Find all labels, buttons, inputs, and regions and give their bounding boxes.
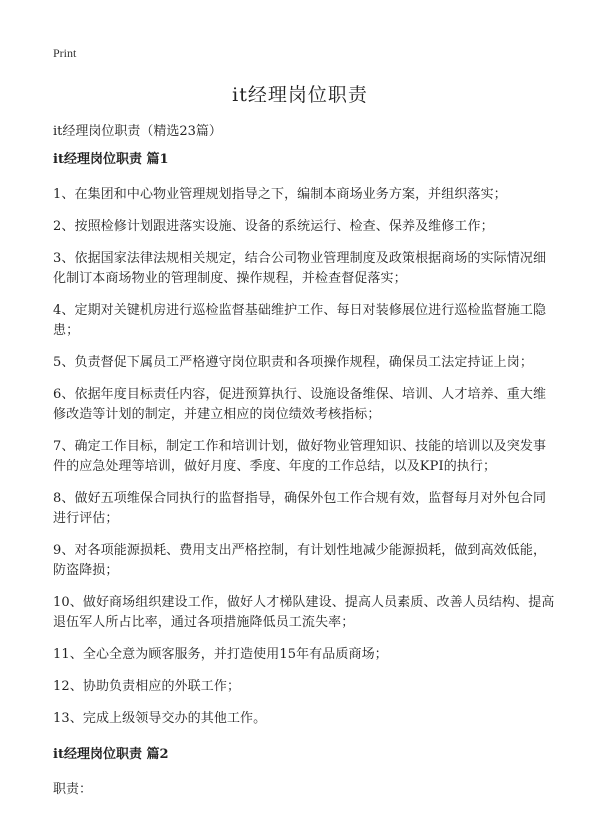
section-heading-1: it经理岗位职责 篇1	[53, 152, 169, 167]
list-item: 7、确定工作目标，制定工作和培训计划，做好物业管理知识、技能的培训以及突发事件的应急处理等培训，做好月度、季度、年度的工作总结，以及KPI的执行；	[53, 439, 547, 474]
list-item: 13、完成上级领导交办的其他工作。	[53, 711, 267, 726]
section-heading-2: it经理岗位职责 篇2	[53, 747, 169, 762]
list-item: 12、协助负责相应的外联工作；	[53, 679, 241, 694]
document-subtitle: it经理岗位职责（精选23篇）	[53, 124, 222, 139]
list-item: 5、负责督促下属员工严格遵守岗位职责和各项操作规程，确保员工法定持证上岗；	[53, 355, 533, 370]
page-title: it经理岗位职责	[232, 84, 368, 106]
section-2-first-line: 职责：	[53, 782, 93, 797]
list-item: 8、做好五项维保合同执行的监督指导，确保外包工作合规有效，监督每月对外包合同进行评估；	[53, 491, 547, 526]
list-item: 10、做好商场组织建设工作，做好人才梯队建设、提高人员素质、改善人员结构、提高退伍军人所占比率，通过各项措施降低员工流失率；	[53, 595, 555, 630]
list-item: 6、依据年度目标责任内容，促进预算执行、设施设备维保、培训、人才培养、重大维修改造等计划的制定，并建立相应的岗位绩效考核指标；	[53, 387, 547, 422]
list-item: 11、全心全意为顾客服务，并打造使用15年有品质商场；	[53, 647, 388, 662]
print-label[interactable]: Print	[53, 46, 77, 60]
list-item: 2、按照检修计划跟进落实设施、设备的系统运行、检查、保养及维修工作；	[53, 219, 494, 234]
list-item: 3、依据国家法律法规相关规定，结合公司物业管理制度及政策根据商场的实际情况细化制订本商场物业的管理制度、操作规程，并检查督促落实；	[53, 251, 547, 286]
list-item: 4、定期对关键机房进行巡检监督基础维护工作、每日对装修展位进行巡检监督施工隐患；	[53, 303, 547, 338]
list-item: 9、对各项能源损耗、费用支出严格控制，有计划性地减少能源损耗，做到高效低能，防盗降损；	[53, 543, 547, 578]
document-body	[53, 150, 556, 800]
list-item: 1、在集团和中心物业管理规划指导之下，编制本商场业务方案，并组织落实；	[53, 187, 507, 202]
